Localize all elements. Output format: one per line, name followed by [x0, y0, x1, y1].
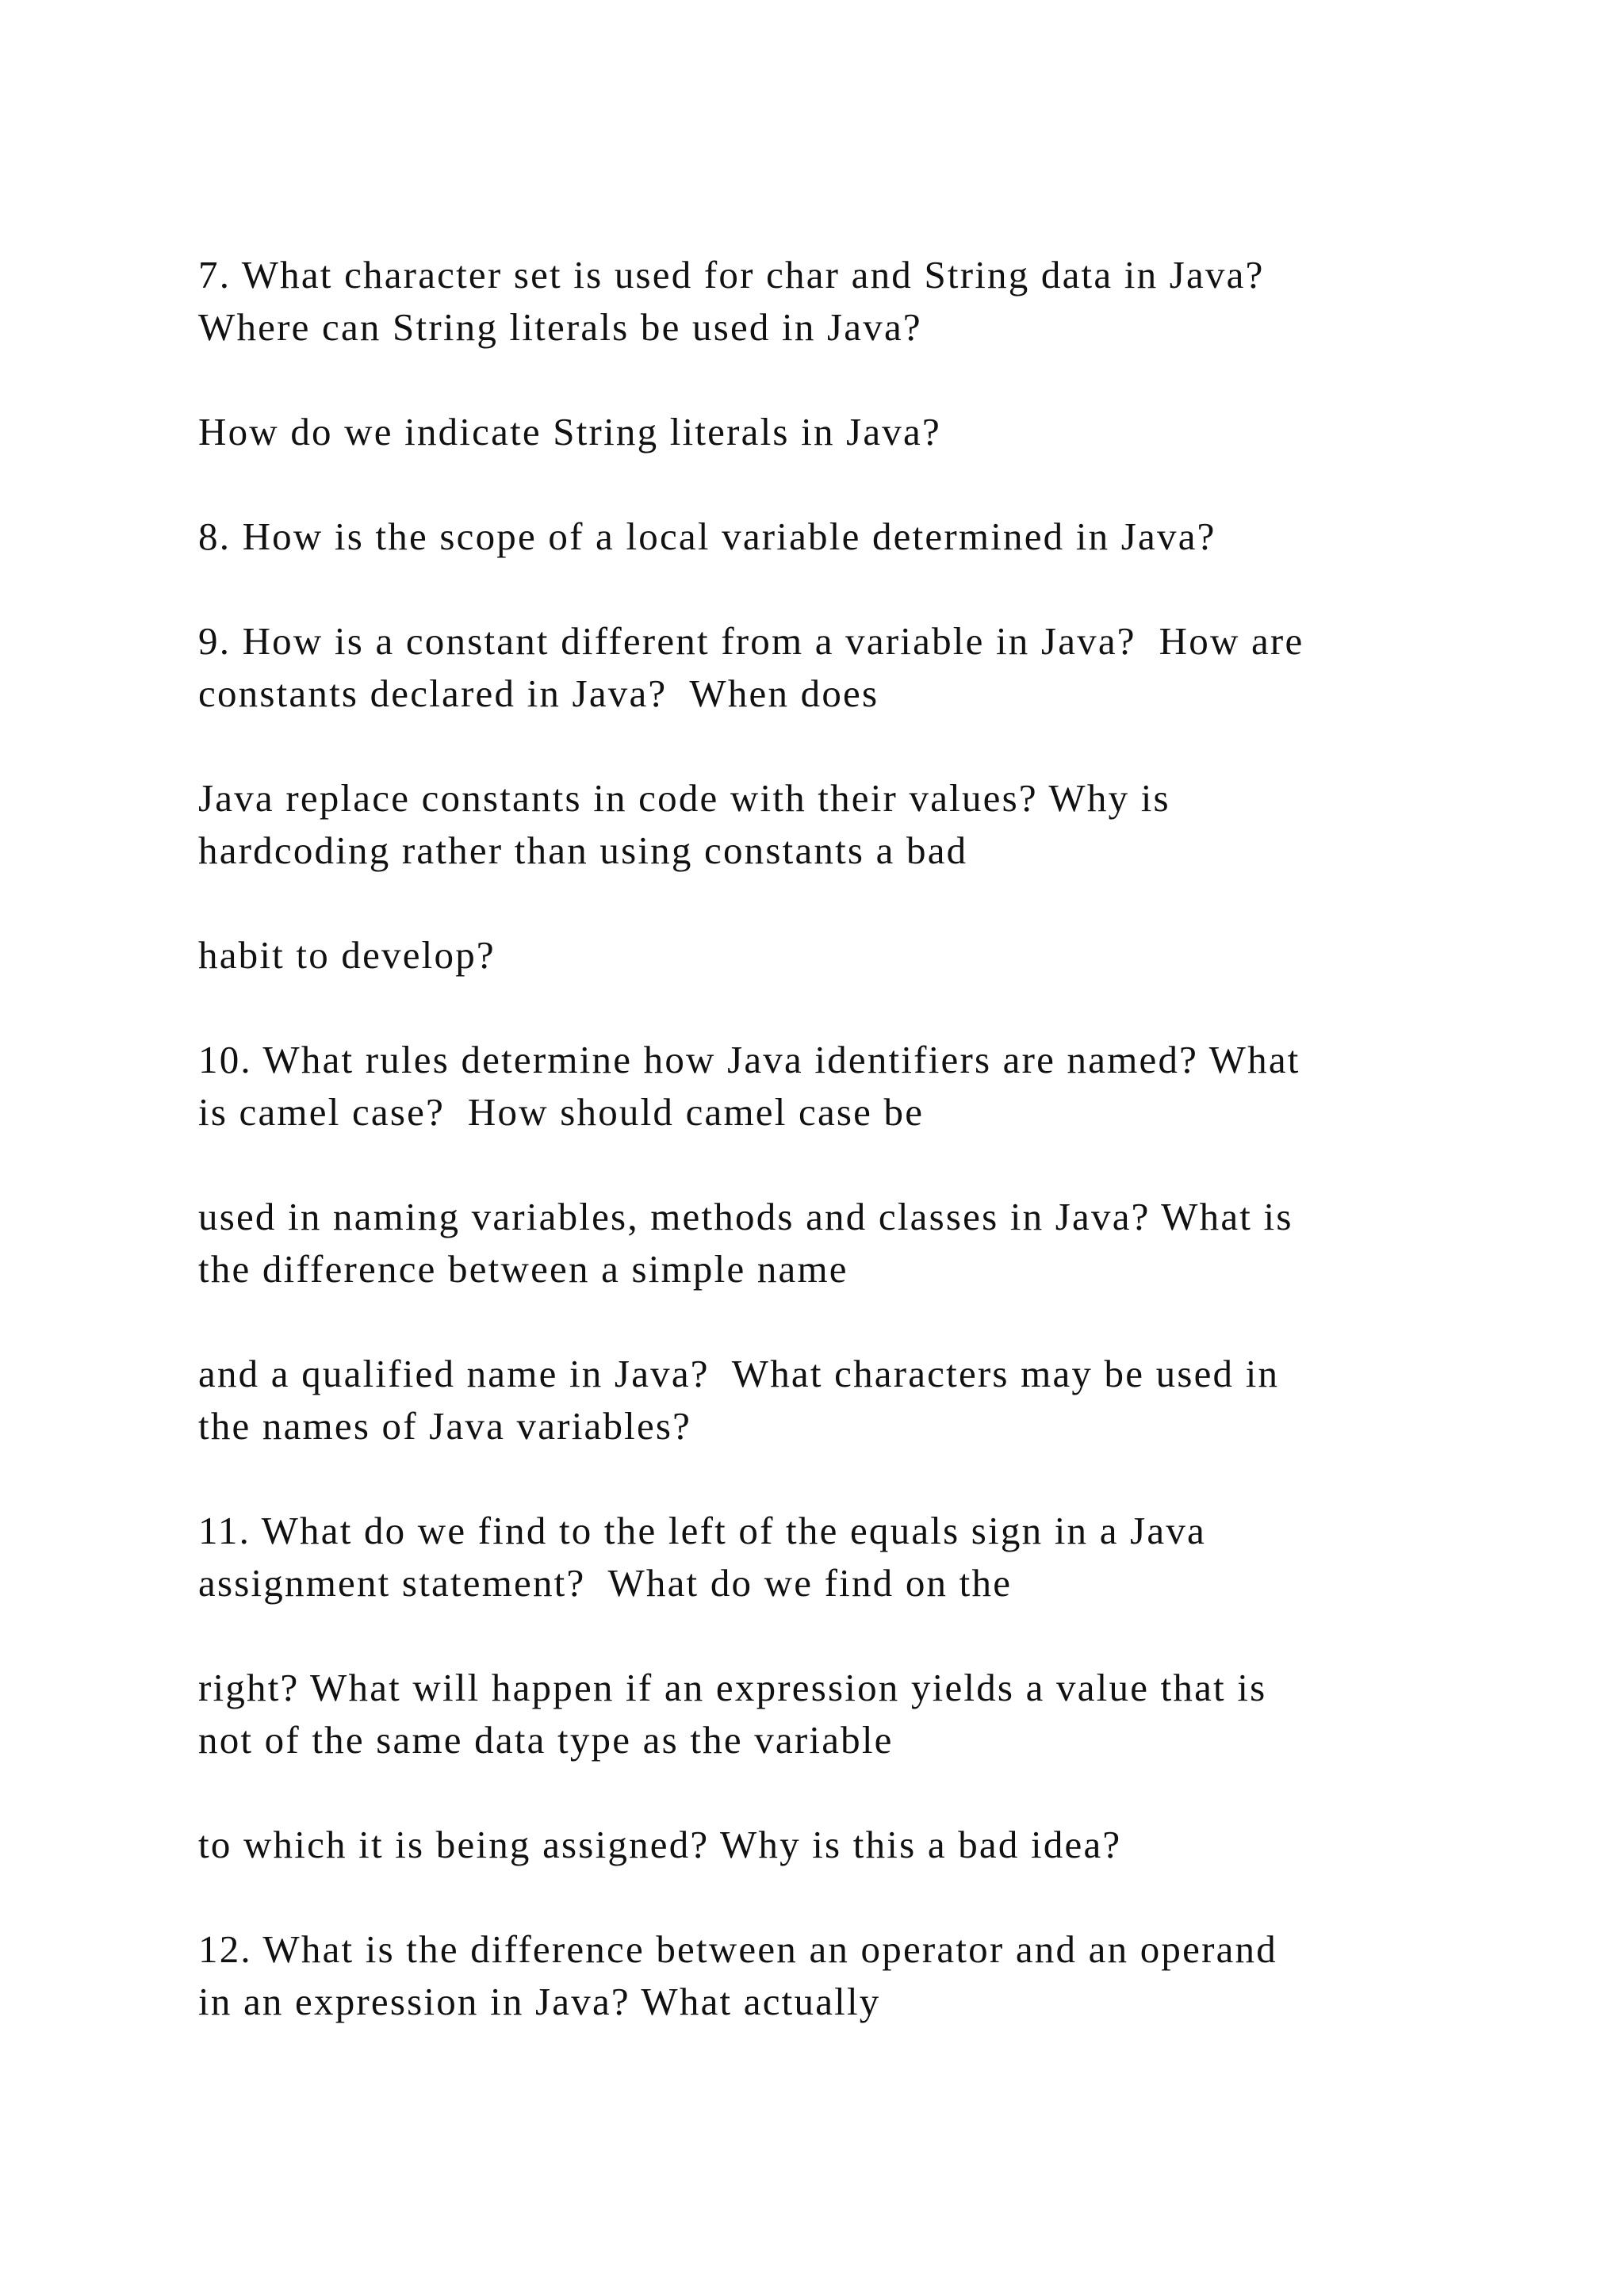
text-line: in an expression in Java? What actually: [198, 1980, 881, 2023]
text-line: constants declared in Java? When does: [198, 672, 879, 715]
text-line: assignment statement? What do we find on the: [198, 1561, 1013, 1605]
text-line: not of the same data type as the variable: [198, 1718, 894, 1762]
paragraph-spacer: [198, 982, 1435, 1034]
paragraph: [198, 1662, 1435, 1766]
paragraph: [198, 1819, 1435, 1871]
text-line: hardcoding rather than using constants a bad: [198, 828, 968, 872]
paragraph-spacer: [198, 1766, 1435, 1819]
text-line: 10. What rules determine how Java identifiers are named? What: [198, 1038, 1300, 1081]
text-line: the names of Java variables?: [198, 1404, 692, 1448]
text-line: Java replace constants in code with their values? Why is: [198, 776, 1170, 820]
text-line: How do we indicate String literals in Java?: [198, 410, 941, 453]
paragraph: [198, 772, 1435, 877]
text-line: used in naming variables, methods and classes in Java? What is: [198, 1195, 1293, 1238]
text-line: 12. What is the difference between an operator and an operand: [198, 1927, 1277, 1971]
paragraph-spacer: [198, 563, 1435, 615]
paragraph: [198, 1348, 1435, 1452]
paragraph: [198, 615, 1435, 720]
paragraph: [198, 1034, 1435, 1138]
paragraph-spacer: [198, 1452, 1435, 1505]
paragraph: [198, 249, 1435, 354]
question-text-body: [198, 249, 1435, 2028]
paragraph-spacer: [198, 720, 1435, 772]
text-line: 11. What do we find to the left of the equals sign in a Java: [198, 1509, 1206, 1552]
paragraph-spacer: [198, 1295, 1435, 1348]
text-line: to which it is being assigned? Why is this a bad idea?: [198, 1823, 1122, 1866]
paragraph: [198, 1923, 1435, 2028]
text-line: 7. What character set is used for char and String data in Java?: [198, 253, 1265, 297]
paragraph: [198, 406, 1435, 458]
text-line: and a qualified name in Java? What characters may be used in: [198, 1352, 1280, 1395]
text-line: right? What will happen if an expression yields a value that is: [198, 1666, 1267, 1709]
paragraph: [198, 1505, 1435, 1609]
paragraph-spacer: [198, 354, 1435, 406]
paragraph: [198, 929, 1435, 982]
paragraph: [198, 511, 1435, 563]
paragraph-spacer: [198, 458, 1435, 511]
text-line: is camel case? How should camel case be: [198, 1090, 925, 1134]
text-line: 9. How is a constant different from a variable in Java? How are: [198, 619, 1304, 663]
text-line: habit to develop?: [198, 933, 496, 977]
paragraph-spacer: [198, 1609, 1435, 1662]
text-line: the difference between a simple name: [198, 1247, 848, 1291]
text-line: 8. How is the scope of a local variable determined in Java?: [198, 515, 1216, 558]
paragraph-spacer: [198, 1871, 1435, 1923]
text-line: Where can String literals be used in Java?: [198, 305, 922, 349]
paragraph-spacer: [198, 877, 1435, 929]
paragraph-spacer: [198, 1138, 1435, 1191]
paragraph: [198, 1191, 1435, 1295]
